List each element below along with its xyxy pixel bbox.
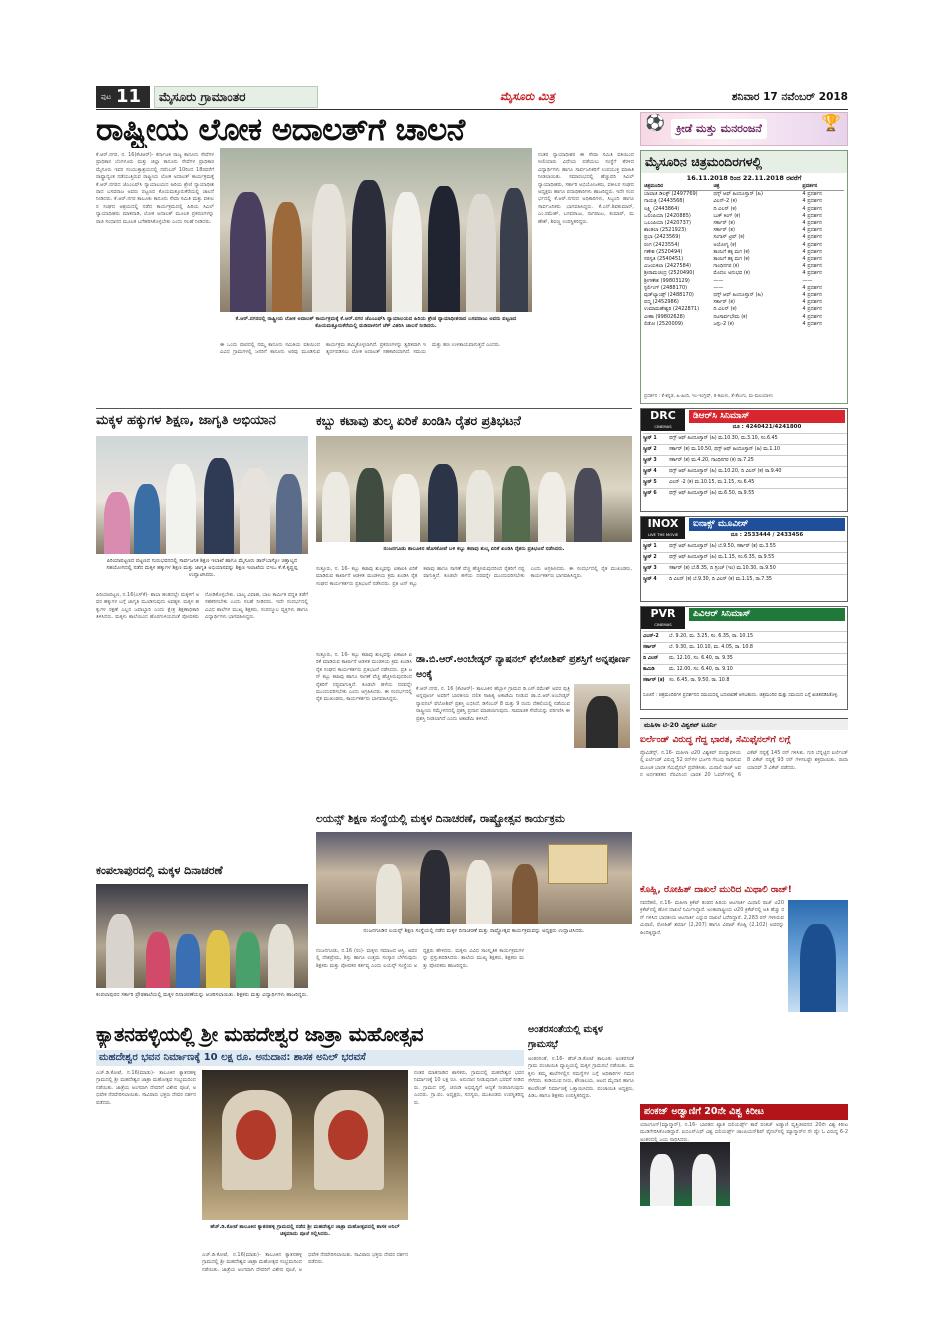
theatre-name: ವುಡ್‌ಲ್ಯಾಂಡ್ಸ್ (2488170) — [644, 292, 694, 299]
lions-body: ನಂಜನಗೂಡು, ನ.16 (ರಂ)- ಮಕ್ಕಳು ಸಮಾಜದ ಆಸ್ತಿ. ಅವರಲ್ಲಿ ದೇಶಪ್ರೇಮ, ಶಿಸ್ತು ಹಾಗೂ ಉತ್ತಮ ಸಂಸ್ಕಾರ ಬೆಳೆಸುವುದು ಶಿಕ್ಷಕರು ಮತ್ತು ಪೋಷಕರ ಕರ್ತವ್ಯ ಎಂದು ಲಯನ್ಸ್ ಸಂಸ್ಥೆಯ ಅಧ್ಯಕ್ಷರು ಹೇಳಿದರು. ಮಕ್ಕಳು ವಿವಿಧ ಸಾಂಸ್ಕೃತಿಕ ಕಾರ್ಯಕ್ರಮಗಳನ್ನು ಪ್ರಸ್ತುತಪಡಿಸಿದರು. ಶಾಲೆಯ ಮುಖ್ಯ ಶಿಕ್ಷಕರು, ಶಿಕ್ಷಕರು ಮತ್ತು ಪೋಷಕರು ಹಾಜರಿದ್ದರು. — [316, 948, 524, 969]
theatre-movie: ಸರ್ಕಾರ್ (ತ) — [713, 299, 735, 306]
theatre-row — [644, 321, 844, 328]
issue-date: ಶನಿವಾರ 17 ನವೆಂಬರ್ 2018 — [731, 91, 848, 103]
cinema-shows: ವಿಲನ್ -2 (ಕ) ಮ.10.15, ಮ.1.15, ಸಂ.6.45 — [669, 480, 755, 485]
theatre-movie: ದಿ ವಿಲನ್ (ಕ) — [713, 306, 737, 313]
theatre-header-row — [644, 183, 844, 191]
theatre-shows: 4 ಪ್ರದರ್ಶನ — [802, 270, 822, 277]
theatre-row — [644, 213, 844, 220]
theatre-row — [644, 270, 844, 277]
theatre-row — [644, 299, 844, 306]
theatre-listings — [640, 150, 848, 404]
jatra-photo — [202, 1070, 408, 1220]
theatre-name: ಶಾಂತಲಾ (2521923) — [644, 227, 687, 234]
theatre-shows: 4 ಪ್ರದರ್ಶನ — [802, 205, 822, 212]
cinema-showtime-row — [643, 541, 847, 552]
jatra-headline: ಕ್ಯಾತನಹಳ್ಳಿಯಲ್ಲಿ ಶ್ರೀ ಮಹದೇಶ್ವರ ಜಾತ್ರಾ ಮಹೋತ್ಸವ — [96, 1023, 424, 1046]
sports-icon: ⚽ — [645, 113, 665, 132]
cinema-phone: ದೂ : 4240421/4241800 — [732, 424, 802, 430]
cinema-name: ಪಿವಿಆರ್ ಸಿನಿಮಾಸ್ — [689, 608, 845, 621]
lead-body-mid: ಈ ಒಂದು ವಾರದಲ್ಲಿ ನಮ್ಮ ಕಾನೂನು ಸಮಿತಿಯ ವತಿಯಿಂದ ವಿವಿಧ ಗ್ರಾಮಗಳಲ್ಲಿ ಜನರಿಗೆ ಕಾನೂನು ಅರಿವು ಮೂಡಿಸುವ ಕಾರ್ಯಕ್ರಮ ಹಮ್ಮಿಕೊಳ್ಳಲಾಗಿದೆ. ಪ್ರಕರಣಗಳನ್ನು ತ್ವರಿತವಾಗಿ ಇತ್ಯರ್ಥಪಡಿಸಲು ಲೋಕ ಅದಾಲತ್ ಸಹಕಾರಿಯಾಗಿದೆ. ಸಮಯ ಮತ್ತು ಹಣ ಉಳಿತಾಯವಾಗುತ್ತದೆ ಎಂದರು. — [220, 342, 501, 356]
lead-photo — [220, 148, 532, 312]
cinema-showtime-row — [643, 653, 847, 664]
theatre-shows: 4 ಪ್ರದರ್ಶನ — [802, 320, 822, 327]
cinema-showtime-row — [643, 552, 847, 563]
theatre-name: ರಂಗ (2423554) — [644, 241, 680, 248]
cinema-shows: ಥಗ್ಸ್ ಆಫ್ ಹಿಂದೂಸ್ತಾನ್ (ಹಿ) ಮ.6.50, ರಾ.9.55 — [669, 491, 755, 496]
cinema-screen: ಸ್ಕ್ರೀನ್ 1 — [643, 436, 657, 441]
theatre-shows: 4 ಪ್ರದರ್ಶನ — [802, 234, 822, 241]
theatre-shows: 4 ಪ್ರದರ್ಶನ — [802, 306, 822, 313]
theatre-movie: ಗಾಂಧಿನಗರ (ಕ) — [713, 263, 740, 270]
theatre-movie: ದಿ ವಿಲನ್ (ಕ) — [713, 205, 737, 212]
theatre-name: ಉಮಾಮಹೇಶ್ವರಿ (2422871) — [644, 306, 700, 313]
theatre-shows: 4 ಪ್ರದರ್ಶನ — [802, 198, 822, 205]
theatre-movie: ಥಗ್ಸ್ ಆಫ್ ಹಿಂದೂಸ್ತಾನ್ (ಹಿ) — [713, 292, 763, 299]
cinema-showtime-row — [643, 444, 847, 455]
cinema-note: ಸೂಚನೆ : ಚಿತ್ರಮಂದಿರಗಳ ಪ್ರದರ್ಶನದ ಸಮಯದಲ್ಲಿ ಬದಲಾವಣೆ ಆಗಬಹುದು. ಚಿತ್ರಮಂದಿರ ಮತ್ತು ಸಮಯದ ಬಗ್ಗೆ ಖಚಿತಪಡಿಸಿಕೊಳ್ಳಿ. — [643, 693, 839, 698]
jatra-caption: ಹೆಚ್.ಡಿ.ಕೋಟೆ ತಾಲೂಕಿನ ಕ್ಯಾತನಹಳ್ಳಿ ಗ್ರಾಮದಲ್ಲಿ ನಡೆದ ಶ್ರೀ ಮಹದೇಶ್ವರ ಜಾತ್ರಾ ಮಹೋತ್ಸವದಲ್ಲಿ ಶಾಸಕ ಅನಿಲ್ ಚಿಕ್ಕಮಾದು ಪೂಜೆ ಸಲ್ಲಿಸಿದರು. — [210, 1224, 400, 1237]
cinema-showtime-row — [643, 631, 847, 642]
theatre-name: ಪ್ರಭಾ (2423569) — [644, 234, 681, 241]
cinema-logo — [641, 409, 685, 431]
sidebar-banner — [640, 112, 848, 146]
theatre-shows: 4 ಪ್ರದರ್ಶನ — [802, 248, 822, 255]
theatre-movie: ತಾಯಿಗೆ ತಕ್ಕ ಮಗ (ಕ) — [713, 256, 750, 263]
theatre-dates: 16.11.2018 ರಿಂದ 22.11.2018 ರವರೆಗೆ — [686, 174, 802, 182]
theatre-shows: 4 ಪ್ರದರ್ಶನ — [802, 212, 822, 219]
theatre-name: ಲಿಡೋ (2520009) — [644, 320, 683, 327]
theatre-movie: ತಾಯಿಗೆ ತಕ್ಕ ಮಗ (ಕ) — [713, 248, 750, 255]
theatre-name: ಶ್ರೀಗಣೇಶ (99803129) — [644, 277, 690, 284]
anganwadi-body: ಅಂತರಸಂತೆ, ನ.16- ಹೆಚ್.ಡಿ.ಕೋಟೆ ತಾಲೂಕು ಅಂತರಸಂತೆ ಗ್ರಾಮ ಪಂಚಾಯಿತಿ ವ್ಯಾಪ್ತಿಯಲ್ಲಿ ಮಕ್ಕಳ ಗ್ರಾಮಸಭೆ ನಡೆಯಿತು. ಮಕ್ಕಳು ತಮ್ಮ ಶಾಲೆಗಳಲ್ಲಿನ ಸಮಸ್ಯೆಗಳ ಬಗ್ಗೆ ಅಧಿಕಾರಿಗಳ ಗಮನ ಸೆಳೆದರು. ಕುಡಿಯುವ ನೀರು, ಶೌಚಾಲಯ, ಆಟದ ಮೈದಾನ ಹಾಗೂ ಕಾಂಪೌಂಡ್ ನಿರ್ಮಾಣಕ್ಕೆ ಒತ್ತಾಯಿಸಿದರು. ಪಂಚಾಯಿತಿ ಅಧ್ಯಕ್ಷರು, ಪಿಡಿಒ ಹಾಗೂ ಶಿಕ್ಷಕರು ಉಪಸ್ಥಿತರಿದ್ದರು. — [528, 1056, 634, 1100]
section-label: ಮೈಸೂರು ಗ್ರಾಮಾಂತರ — [154, 86, 318, 108]
theatre-col-header: ಪ್ರದರ್ಶನ — [802, 183, 818, 189]
ambedkar-headline: ಡಾ.ಬಿ.ಆರ್.ಅಂಬೇಡ್ಕರ್ ನ್ಯಾಷನಲ್ ಫೆಲೋಶಿಪ್ ಪ್ರಶಸ್ತಿಗೆ ಅನ್ನಪೂರ್ಣ ಅಂಕೈ — [416, 654, 631, 680]
children-rights-body: ಪಿರಿಯಾಪಟ್ಟಣ, ನ.16(ಎಸ್‌ಕೆ)- ಶಾಲಾ ಹಂತದಲ್ಲೇ ಮಕ್ಕಳಿಗೆ ಅವರ ಹಕ್ಕುಗಳ ಬಗ್ಗೆ ಜಾಗೃತಿ ಮೂಡಿಸುವುದು ಅವಶ್ಯಕ. ಮಕ್ಕಳ ಹಕ್ಕುಗಳ ರಕ್ಷಣೆ ಎಲ್ಲರ ಜವಾಬ್ದಾರಿ ಎಂದು ಕ್ಷೇತ್ರ ಶಿಕ್ಷಣಾಧಿಕಾರಿ ತಿಳಿಸಿದರು. ಮಕ್ಕಳು ಶಾಲೆಯಿಂದ ಹೊರಗುಳಿಯದಂತೆ ಪೋಷಕರು ನೋಡಿಕೊಳ್ಳಬೇಕು. ಬಾಲ್ಯ ವಿವಾಹ, ಬಾಲ ಕಾರ್ಮಿಕ ಪದ್ಧತಿ ತಡೆಗೆ ಸಹಕರಿಸಬೇಕು ಎಂದು ಸಲಹೆ ನೀಡಿದರು. ಇದೇ ಸಂದರ್ಭದಲ್ಲಿ ವಿವಿಧ ಶಾಲೆಗಳ ಮುಖ್ಯ ಶಿಕ್ಷಕರು, ಸಂಪನ್ಮೂಲ ವ್ಯಕ್ತಿಗಳು ಹಾಗೂ ವಿದ್ಯಾರ್ಥಿಗಳು ಭಾಗವಹಿಸಿದ್ದರು. — [96, 592, 308, 621]
cinema-screen: ಸ್ಕ್ರೀನ್ 4 — [643, 469, 657, 474]
cinema-screen: ಸರ್ಕಾರ್ — [643, 645, 656, 650]
theatre-row — [644, 285, 844, 292]
cinema-shows: ಥಗ್ಸ್ ಆಫ್ ಹಿಂದೂಸ್ತಾನ್ (ಹಿ) ಮ.10.20, ದಿ ವಿಲನ್ (ಕ) ರಾ.9.40 — [669, 469, 782, 474]
sports-headline-2: ಕೊಹ್ಲಿ, ರೋಹಿತ್ ದಾಖಲೆ ಮುರಿದ ಮಿಥಾಲಿ ರಾಜ್! — [640, 885, 792, 895]
lions-caption: ನಂಜನಗೂಡಿನ ಲಯನ್ಸ್ ಶಿಕ್ಷಣ ಸಂಸ್ಥೆಯಲ್ಲಿ ನಡೆದ ಮಕ್ಕಳ ದಿನಾಚರಣೆ ಮತ್ತು ರಾಷ್ಟ್ರೋತ್ಸವ ಕಾರ್ಯಕ್ರಮವನ್ನು ಅಧ್ಯಕ್ಷರು ಉದ್ಘಾಟಿಸಿದರು. — [363, 928, 585, 934]
sports-headline-1: ಐರ್ಲೆಂಡ್ ವಿರುದ್ಧ ಗೆದ್ದ ಭಾರತ, ಸೆಮಿಫೈನಲ್‌ಗೆ ಲಗ್ಗೆ — [640, 735, 791, 745]
theatre-shows: 4 ಪ್ರದರ್ಶನ — [802, 299, 822, 306]
cinema-shows: ಥಗ್ಸ್ ಆಫ್ ಹಿಂದೂಸ್ತಾನ್ (ಹಿ) ಬೆ.9.50, ಸರ್ಕಾರ್ (ತ) ಮ.3.55 — [669, 544, 776, 549]
cinema-screen: ಸರ್ಕಾರ್ (ತ) — [643, 678, 665, 683]
theatre-name: ವಿಜಯಕಲಾ (2427584) — [644, 263, 691, 270]
paper-logo: ಮೈಸೂರು ಮಿತ್ರ — [500, 90, 555, 103]
jatra-body-left: ಎಚ್.ಡಿ.ಕೋಟೆ, ನ.16(ಮಾಡು)- ತಾಲೂಕಿನ ಕ್ಯಾತನಹಳ್ಳಿ ಗ್ರಾಮದಲ್ಲಿ ಶ್ರೀ ಮಹದೇಶ್ವರ ಜಾತ್ರಾ ಮಹೋತ್ಸವ ಸಂಭ್ರಮದಿಂದ ನಡೆಯಿತು. ಜಾತ್ರೆಯ ಅಂಗವಾಗಿ ದೇವರಿಗೆ ವಿಶೇಷ ಪೂಜೆ, ಅಭಿಷೇಕ ನೆರವೇರಿಸಲಾಯಿತು. ಸಾವಿರಾರು ಭಕ್ತರು ದೇವರ ದರ್ಶನ ಪಡೆದರು. — [96, 1070, 196, 1106]
cinema-name: ಡಿಆರ್‌ಸಿ ಸಿನಿಮಾಸ್ — [689, 410, 845, 423]
theatre-title: ಮೈಸೂರಿನ ಚಿತ್ರಮಂದಿರಗಳಲ್ಲಿ — [641, 151, 847, 173]
theatre-row — [644, 256, 844, 263]
jatra-body-right: ನಂತರ ಮಾತನಾಡಿದ ಶಾಸಕರು, ಗ್ರಾಮದಲ್ಲಿ ಮಹದೇಶ್ವರ ಭವನ ನಿರ್ಮಾಣಕ್ಕೆ 10 ಲಕ್ಷ ರೂ. ಅನುದಾನ ನೀಡುವುದಾಗಿ ಭರವಸೆ ನೀಡಿದರು. ಗ್ರಾಮದ ರಸ್ತೆ, ಚರಂಡಿ ಅಭಿವೃದ್ಧಿಗೆ ಆದ್ಯತೆ ನೀಡಲಾಗುವುದು ಎಂದರು. ಗ್ರಾ.ಪಂ. ಅಧ್ಯಕ್ಷರು, ಸದಸ್ಯರು, ಮುಖಂಡರು ಉಪಸ್ಥಿತರಿದ್ದರು. — [414, 1070, 524, 1106]
cinema-screen: ಸ್ಕ್ರೀನ್ 3 — [643, 566, 657, 571]
cinema-screen: ಸ್ಕ್ರೀನ್ 5 — [643, 480, 657, 485]
trophy-icon: 🏆 — [821, 113, 841, 132]
theatre-table — [641, 183, 847, 328]
theatre-row — [644, 242, 844, 249]
cinema-screen: ಸ್ಕ್ರೀನ್ 6 — [643, 491, 657, 496]
theatre-shows: 4 ಪ್ರದರ್ಶನ — [802, 263, 822, 270]
theatre-movie: ಸಂಗಾಸ್ ಟ್ರಿಪ್ (ಕ) — [713, 234, 745, 241]
cinema-showtime-row — [643, 574, 847, 585]
cinema-screen: ಸ್ಕ್ರೀನ್ 4 — [643, 577, 657, 582]
theatre-movie: ಜಗ್ಗು-2 (ಕ) — [713, 320, 734, 327]
cinema-shows: ಬೆ. 9.20, ಮ. 3.25, ಸಂ. 6.35, ರಾ. 10.15 — [669, 634, 754, 639]
cinema-shows: ಸರ್ಕಾರ್ (ತ) ಬೆ.8.35, ದಿ ಗ್ರಿಂಚ್ (ಇಂ) ಮ.10.30, ರಾ.9.50 — [669, 566, 776, 571]
jatra-subhead: ಮಹದೇಶ್ವರ ಭವನ ನಿರ್ಮಾಣಕ್ಕೆ 10 ಲಕ್ಷ ರೂ. ಅನುದಾನ: ಶಾಸಕ ಅನಿಲ್ ಭರವಸೆ — [96, 1050, 524, 1066]
cinema-phone: ದೂ : 2533444 / 2433456 — [730, 532, 804, 538]
theatre-row — [644, 292, 844, 299]
sports-body-2: ನವದೆಹಲಿ, ನ.16- ಮಹಿಳಾ ಕ್ರಿಕೆಟ್ ತಂಡದ ಹಿರಿಯ ಆಟಗಾರ್ತಿ ಮಿಥಾಲಿ ರಾಜ್ ಟಿ20 ಕ್ರಿಕೆಟ್‌ನಲ್ಲಿ ಹೊಸ ದಾಖಲೆ ನಿರ್ಮಿಸಿದ್ದಾರೆ. ಅಂತಾರಾಷ್ಟ್ರೀಯ ಟಿ20 ಕ್ರಿಕೆಟ್‌ನಲ್ಲಿ ಅತಿ ಹೆಚ್ಚು ರನ್ ಗಳಿಸಿದ ಭಾರತೀಯ ಆಟಗಾರ್ತಿ ಎನ್ನುವ ದಾಖಲೆ ಬರೆದಿದ್ದಾರೆ. 2,283 ರನ್ ಗಳಿಸಿರುವ ಮಿಥಾಲಿ, ರೋಹಿತ್ ಶರ್ಮಾ (2,207) ಹಾಗೂ ವಿರಾಟ್ ಕೊಹ್ಲಿ (2,102) ಅವರನ್ನು ಹಿಂದಿಕ್ಕಿದ್ದಾರೆ. — [640, 900, 784, 936]
lead-body-left: ಕೆ.ಆರ್.ನಗರ, ನ. 16(ಕೆಟಿಆರ್)- ಕರ್ನಾಟಕ ರಾಜ್ಯ ಕಾನೂನು ಸೇವೆಗಳ ಪ್ರಾಧಿಕಾರ ಬೆಂಗಳೂರು ಮತ್ತು ಜಿಲ್ಲಾ ಕಾನೂನು ಸೇವೆಗಳ ಪ್ರಾಧಿಕಾರ ಮೈಸೂರು ಇವರ ಸಂಯುಕ್ತಾಶ್ರಯದಲ್ಲಿ ನವೆಂಬರ್ 10ರಿಂದ 18ರವರೆಗೆ ರಾಷ್ಟ್ರಾದ್ಯಂತ ನಡೆಯುತ್ತಿರುವ ರಾಷ್ಟ್ರೀಯ ಲೋಕ ಅದಾಲತ್ ಕಾರ್ಯಕ್ರಮಕ್ಕೆ ಕೆ.ಆರ್.ನಗರದ ಜೆಎಂಎಫ್‌ಸಿ ನ್ಯಾಯಾಲಯದ ಹಿರಿಯ ಶ್ರೇಣಿ ನ್ಯಾಯಾಧೀಶರಾದ ಬಸವರಾಜ ಅವರು ಪಟ್ಟಣದ ಕೊಯಮತ್ತೂರುಕೆರೆಯಲ್ಲಿ ಚಾಲನೆ ನೀಡಿದರು. ಕೆ.ಆರ್.ನಗರ ತಾಲೂಕು ಕಾನೂನು ಸೇವಾ ಸಮಿತಿ ಮತ್ತು ವಕೀಲರ ಸಂಘದ ಆಶ್ರಯದಲ್ಲಿ ನಡೆದ ಕಾರ್ಯಕ್ರಮದಲ್ಲಿ ಹಿರಿಯ ಸಿವಿಲ್ ನ್ಯಾಯಾಧೀಶರು ಮಾತನಾಡಿ, ಲೋಕ ಅದಾಲತ್ ಮೂಲಕ ಪ್ರಕರಣಗಳನ್ನು ರಾಜಿ ಸಂಧಾನದ ಮೂಲಕ ಬಗೆಹರಿಸಿಕೊಳ್ಳಬೇಕು ಎಂದು ಸಲಹೆ ನೀಡಿದರು. — [96, 152, 214, 225]
section-rule — [96, 408, 632, 409]
theatre-row — [644, 249, 844, 256]
cinema-showtime-row — [643, 455, 847, 466]
cinema-screen: ಸ್ಕ್ರೀನ್ 1 — [643, 544, 657, 549]
theatre-row — [644, 263, 844, 270]
cinema-logo-text: DRC — [650, 409, 676, 422]
lions-photo — [316, 832, 632, 924]
cinema-box — [640, 516, 848, 602]
jatra-body-bottom: ಎಚ್.ಡಿ.ಕೋಟೆ, ನ.16(ಮಾಡು)- ತಾಲೂಕಿನ ಕ್ಯಾತನಹಳ್ಳಿ ಗ್ರಾಮದಲ್ಲಿ ಶ್ರೀ ಮಹದೇಶ್ವರ ಜಾತ್ರಾ ಮಹೋತ್ಸವ ಸಂಭ್ರಮದಿಂದ ನಡೆಯಿತು. ಜಾತ್ರೆಯ ಅಂಗವಾಗಿ ದೇವರಿಗೆ ವಿಶೇಷ ಪೂಜೆ, ಅಭಿಷೇಕ ನೆರವೇರಿಸಲಾಯಿತು. ಸಾವಿರಾರು ಭಕ್ತರು ದೇವರ ದರ್ಶನ ಪಡೆದರು. — [202, 1252, 408, 1273]
cinema-showtime-row — [643, 477, 847, 488]
cinema-logo-sub: LIVE THE MOVIE — [647, 532, 679, 537]
theatre-movie: ಬುಕ್ ಕಿಂಗ್ (ಕ) — [713, 212, 741, 219]
lead-body-right: ನಂತರ ನ್ಯಾಯಾಧೀಶರ ಈ ಸೇವಾ ಸಮಿತಿ ವತಿಯಿಂದ ಸೀಲಿಯಾರು ವಿಧೇಯ ಪಡೆಯಲು ಸಂಸ್ಥೆಗೆ ತೆರಳಿದ ವಿದ್ಯಾರ್ಥಿಗಳು ಹಾಗೂ ಸಾರ್ವಜನಿಕರಿಗೆ ಉಪಯುಕ್ತ ಮಾಹಿತಿ ನೀಡಲಾಯಿತು. ಸಮಾರಂಭದಲ್ಲಿ ಹೆಚ್ಚುವರಿ ಸಿವಿಲ್ ನ್ಯಾಯಾಧೀಶರು, ಸರ್ಕಾರಿ ಅಭಿಯೋಜಕರು, ವಕೀಲರ ಸಂಘದ ಅಧ್ಯಕ್ಷರು ಹಾಗೂ ಪದಾಧಿಕಾರಿಗಳು ಹಾಜರಿದ್ದರು. ಇದೇ ಸಂದರ್ಭದಲ್ಲಿ ಕೆ.ಆರ್.ನಗರದ ಅಧಿಕಾರಿಗಳು, ಸಿಬ್ಬಂದಿ ಹಾಗೂ ಸಾರ್ವಜನಿಕರು ಭಾಗವಹಿಸಿದ್ದರು. ಕೆ.ಎನ್.ಶಿವಕುಮಾರ್, ಎಂ.ರಮೇಶ್, ಬಸವರಾಜು, ನಾಗರಾಜು, ಕುಮಾರ್, ಮಹೇಶ್, ಶಿವಣ್ಣ ಉಪಸ್ಥಿತರಿದ್ದರು. — [538, 152, 634, 225]
cinema-shows: ಸರ್ಕಾರ್ (ತ) ಮ.10.50, ಥಗ್ಸ್ ಆಫ್ ಹಿಂದೂಸ್ತಾನ್ (ಹಿ) ಮ.1.10 — [669, 447, 781, 452]
theatre-col-header: ಚಿತ್ರಮಂದಿರ — [644, 183, 664, 189]
theatre-shows: 4 ಪ್ರದರ್ಶನ — [802, 227, 822, 234]
theatre-name: ಒಲಂಪಿಯಾ (2420737) — [644, 220, 691, 227]
cinema-name: ಐನಾಕ್ಸ್ ಮೂವೀಸ್ — [689, 518, 845, 531]
cinema-showtime-row — [643, 466, 847, 477]
cinema-shows: ಸರ್ಕಾರ್ (ತ) ಮ.4.20, ಗಾಂಧಿನಗರ (ಕ) ರಾ.7.25 — [669, 458, 754, 463]
theatre-row — [644, 220, 844, 227]
theatre-movie: ಸರ್ಕಾರ್ (ತ) — [713, 227, 735, 234]
lead-headline: ರಾಷ್ಟ್ರೀಯ ಲೋಕ ಅದಾಲತ್‌ಗೆ ಚಾಲನೆ — [96, 112, 465, 148]
theatre-col-header: ಚಿತ್ರ — [713, 183, 720, 189]
theatre-movie: ಸರ್ಕಾರ್ (ತ) — [713, 220, 735, 227]
cinema-logo-text: PVR — [650, 607, 676, 620]
farmers-body-cont: ಸುತ್ತೂರು, ನ. 16- ಕಬ್ಬು ಕಟಾವು ಶುಲ್ಕವನ್ನು ಏಕಾಏಕಿ ಏರಿಕೆ ಮಾಡಿರುವ ಕಾರ್ಖಾನೆ ಆಡಳಿತ ಮಂಡಳಿಯ ಕ್ರಮ ಖಂಡಿಸಿ ರೈತ ಸಂಘದ ಕಾರ್ಯಕರ್ತರು ಪ್ರತಿಭಟನೆ ನಡೆಸಿದರು. ಪ್ರತಿ ಟನ್ ಕಬ್ಬು ಕಟಾವು ಹಾಗೂ ಸಾಗಣೆ ವೆಚ್ಚ ಹೆಚ್ಚಿಸಿರುವುದರಿಂದ ರೈತರಿಗೆ ನಷ್ಟವಾಗುತ್ತಿದೆ. ಕೂಡಲೇ ಹಳೆಯ ದರವನ್ನೇ ಮುಂದುವರಿಸಬೇಕು ಎಂದು ಆಗ್ರಹಿಸಿದರು. ಈ ಸಂದರ್ಭದಲ್ಲಿ ರೈತ ಮುಖಂಡರು, ಕಾರ್ಯಕರ್ತರು ಭಾಗವಹಿಸಿದ್ದರು. — [316, 652, 412, 703]
theatre-shows: —— — [802, 277, 813, 284]
theatre-shows: 4 ಪ್ರದರ್ಶನ — [802, 191, 822, 198]
sports-body-3: ಯಾಂಗೂನ್(ಮ್ಯಾನ್ಮಾರ್), ನ.16- ಭಾರತದ ಖ್ಯಾತ ಬಿಲಿಯರ್ಡ್ಸ್ ತಾರೆ ಪಂಕಜ್ ಅಡ್ವಾಣಿ ವೃತ್ತಿಜೀವನದ 20ನೇ ವಿಶ್ವ ಕಿರೀಟ ಮುಡಿಗೇರಿಸಿಕೊಂಡಿದ್ದಾರೆ. ಐಬಿಎಸ್‌ಎಫ್ ವಿಶ್ವ ಬಿಲಿಯರ್ಡ್ಸ್ ಚಾಂಪಿಯನ್‌ಶಿಪ್ ಫೈನಲ್‌ನಲ್ಲಿ ಮ್ಯಾನ್ಮಾರ್‌ನ ನೇ ಥ್ವೇ ಓ ವಿರುದ್ಧ 6-2 ಅಂತರದಲ್ಲಿ ಜಯ ಸಾಧಿಸಿದರು. — [640, 1122, 848, 1143]
theatre-name: ಸರಸ್ವತಿ (2540451) — [644, 256, 684, 263]
cinema-shows: ದಿ ವಿಲನ್ (ಕ) ಬೆ.9.30, ದಿ ವಿಲನ್ (ಕ) ಮ.1.15, ರಾ.7.35 — [669, 577, 772, 582]
children-rights-photo — [96, 436, 308, 554]
cinema-shows: ಥಗ್ಸ್ ಆಫ್ ಹಿಂದೂಸ್ತಾನ್ (ಹಿ) ಮ.1.15, ಸಂ.6.35, ರಾ.9.55 — [669, 555, 775, 560]
cinema-logo-text: INOX — [647, 517, 679, 530]
anganwadi-headline: ಅಂತರಸಂತೆಯಲ್ಲಿ ಮಕ್ಕಳ ಗ್ರಾಮಸಭೆ — [528, 1024, 603, 1050]
cinema-logo-sub: CINEMAS — [654, 622, 672, 627]
theatre-row — [644, 278, 844, 285]
theatre-shows: 4 ಪ್ರದರ್ಶನ — [802, 313, 822, 320]
theatre-movie: ನಟಸಾರ್ವಭೌಮ (ಕ) — [713, 313, 748, 320]
theatre-movie: ಮೊದಲ ಅನುಭವ (ಕ) — [713, 270, 751, 277]
cinema-logo-sub: CINEMAS — [654, 424, 672, 429]
cinema-showtime-row — [643, 664, 847, 675]
cinema-screen: ವಿಲನ್-2 — [643, 634, 659, 639]
theatre-name: ವೀಣಾ (99802628) — [644, 313, 685, 320]
theatre-name: ಒಲಿಂಪಿಯಾ (2420885) — [644, 212, 691, 219]
cinema-shows: ಬೆ. 9.30, ಮ. 10.10, ಮ. 4.05, ರಾ. 10.8 — [669, 645, 753, 650]
theatre-movie: ವಿಲನ್-2 (ಕ) — [713, 198, 737, 205]
theatre-row — [644, 227, 844, 234]
sports-headline-3: ಪಂಕಜ್ ಅಡ್ವಾಣಿಗೆ 20ನೇ ವಿಶ್ವ ಕಿರೀಟ — [640, 1104, 848, 1120]
cinema-showtime-row — [643, 433, 847, 444]
cinema-logo — [641, 607, 685, 629]
theatre-movie: ಥಗ್ಸ್ ಆಫ್ ಹಿಂದೂಸ್ತಾನ್ (ಹಿ) — [713, 191, 763, 198]
theatre-name: ಬಾಲಾಜಿ ಡಿಲಕ್ಸ್ (2497769) — [644, 191, 698, 198]
children-rights-headline: ಮಕ್ಕಳ ಹಕ್ಕುಗಳ ಶಿಕ್ಷಣ, ಜಾಗೃತಿ ಅಭಿಯಾನ — [96, 413, 276, 428]
lions-headline: ಲಯನ್ಸ್ ಶಿಕ್ಷಣ ಸಂಸ್ಥೆಯಲ್ಲಿ ಮಕ್ಕಳ ದಿನಾಚರಣೆ, ರಾಷ್ಟ್ರೋತ್ಸವ ಕಾರ್ಯಕ್ರಮ — [316, 813, 565, 825]
newspaper-page — [96, 86, 848, 1316]
cinema-showtime-row — [643, 563, 847, 574]
page-number: 11 — [116, 86, 150, 108]
mithali-photo — [788, 900, 848, 1012]
ambedkar-body: ಕೆ.ಆರ್.ನಗರ, ನ. 16 (ಕೆಟಿಆರ್)- ತಾಲೂಕಿನ ಹೆಬ್ಬಾಳ ಗ್ರಾಮದ ಡಿ.ಎಸ್.ರಮೇಶ್ ಅವರ ಪುತ್ರಿ ಅನ್ನಪೂರ್ಣ ಅವರಿಗೆ ಭಾರತೀಯ ದಲಿತ ಸಾಹಿತ್ಯ ಅಕಾಡೆಮಿ ನೀಡುವ ಡಾ.ಬಿ.ಆರ್.ಅಂಬೇಡ್ಕರ್ ನ್ಯಾಷನಲ್ ಫೆಲೋಶಿಪ್ ಪ್ರಶಸ್ತಿ ಲಭಿಸಿದೆ. ಡಿಸೆಂಬರ್ 8 ಮತ್ತು 9 ರಂದು ದೆಹಲಿಯಲ್ಲಿ ನಡೆಯುವ ರಾಷ್ಟ್ರೀಯ ಸಮ್ಮೇಳನದಲ್ಲಿ ಪ್ರಶಸ್ತಿ ಪ್ರದಾನ ಮಾಡಲಾಗುವುದು. ಸಾಮಾಜಿಕ ಸೇವೆಯನ್ನು ಪರಿಗಣಿಸಿ ಈ ಪ್ರಶಸ್ತಿ ನೀಡಲಾಗಿದೆ ಎಂದು ಅಕಾಡೆಮಿ ತಿಳಿಸಿದೆ. — [416, 686, 570, 722]
farmers-photo — [316, 436, 632, 542]
ambedkar-portrait — [574, 684, 630, 748]
cinema-shows: ಮ. 12.00, ಸಂ. 6.40, ರಾ. 9.10 — [669, 667, 733, 672]
theatre-movie: ಅಯೋಗ್ಯ (ಕ) — [713, 241, 737, 248]
theatre-movie: —— — [713, 277, 724, 284]
theatre-shows: 4 ಪ್ರದರ್ಶನ — [802, 241, 822, 248]
theatre-row — [644, 306, 844, 313]
kampalapura-headline: ಕಂಪಲಾಪುರದಲ್ಲಿ ಮಕ್ಕಳ ದಿನಾಚರಣೆ — [96, 864, 223, 877]
theatre-name: ಸ್ಟರ್ಲಿಂಗ್ (2488170) — [644, 284, 688, 291]
farmers-caption: ನಂಜನಗೂಡು ತಾಲೂಕಿನ ಹೊಸಕೋಟೆ ಬಳಿ ಕಬ್ಬು ಕಟಾವು ಶುಲ್ಕ ಏರಿಕೆ ಖಂಡಿಸಿ ರೈತರು ಪ್ರತಿಭಟನೆ ನಡೆಸಿದರು. — [383, 546, 565, 552]
farmers-headline: ಕಬ್ಬು ಕಟಾವು ತುಲ್ಕ ಏರಿಕೆ ಖಂಡಿಸಿ ರೈತರ ಪ್ರತಿಭಟನೆ — [316, 413, 521, 428]
sports-kicker — [640, 718, 848, 730]
theatre-name: ಗಣೇಶ (2520494) — [644, 248, 683, 255]
children-rights-caption: ಪಿರಿಯಾಪಟ್ಟಣದ ಪಟ್ಟಣದ ಗುರುಭವನದಲ್ಲಿ ಸಾರ್ವಜನಿಕ ಶಿಕ್ಷಣ ಇಲಾಖೆ ಹಾಗೂ ಮೈಸೂರು ಡಾನ್‌ಬಾಸ್ಕೋ ಚಿತ್ತಾಲ್ಯದ ಸಹಯೋಗದಲ್ಲಿ ನಡೆದ ಮಕ್ಕಳ ಹಕ್ಕುಗಳ ಶಿಕ್ಷಣ ಮತ್ತು ಜಾಗೃತಿ ಅಭಿಯಾನವನ್ನು ಶಿಕ್ಷಣ ಇಲಾಖೆಯ ಬಿಇಒ ಕೆ.ಕೆ.ಕೃಷ್ಣಪ್ಪ ಉದ್ಘಾಟಿಸಿದರು. — [106, 558, 298, 578]
farmers-body: ಸುತ್ತೂರು, ನ. 16- ಕಬ್ಬು ಕಟಾವು ಶುಲ್ಕವನ್ನು ಏಕಾಏಕಿ ಏರಿಕೆ ಮಾಡಿರುವ ಕಾರ್ಖಾನೆ ಆಡಳಿತ ಮಂಡಳಿಯ ಕ್ರಮ ಖಂಡಿಸಿ ರೈತ ಸಂಘದ ಕಾರ್ಯಕರ್ತರು ಪ್ರತಿಭಟನೆ ನಡೆಸಿದರು. ಪ್ರತಿ ಟನ್ ಕಬ್ಬು ಕಟಾವು ಹಾಗೂ ಸಾಗಣೆ ವೆಚ್ಚ ಹೆಚ್ಚಿಸಿರುವುದರಿಂದ ರೈತರಿಗೆ ನಷ್ಟವಾಗುತ್ತಿದೆ. ಕೂಡಲೇ ಹಳೆಯ ದರವನ್ನೇ ಮುಂದುವರಿಸಬೇಕು ಎಂದು ಆಗ್ರಹಿಸಿದರು. ಈ ಸಂದರ್ಭದಲ್ಲಿ ರೈತ ಮುಖಂಡರು, ಕಾರ್ಯಕರ್ತರು ಭಾಗವಹಿಸಿದ್ದರು. — [316, 566, 632, 587]
cinema-phone — [689, 621, 845, 629]
theatre-movie: —— — [713, 284, 724, 291]
cinema-logo — [641, 517, 685, 539]
theatre-row — [644, 206, 844, 213]
theatre-name: ಪದ್ಮ (2452986) — [644, 299, 679, 306]
masthead-rule — [96, 109, 848, 110]
theatre-note: ಪ್ರದರ್ಶನ : ಕೆ-ಕನ್ನಡ, ಹಿ-ಹಿಂದಿ, ಇಂ-ಇಂಗ್ಲಿಷ್, ತ-ತಮಿಳು, ತೆ-ತೆಲುಗು, ಮ-ಮಲಯಾಳಂ — [644, 394, 773, 399]
cinema-screen: ದಿ ವಿಲನ್ — [643, 656, 659, 661]
theatre-row — [644, 234, 844, 241]
cinema-screen: ಸ್ಕ್ರೀನ್ 2 — [643, 447, 657, 452]
theatre-name: ಶ್ರೀರಾಮಚಂದ್ರ (2520490) — [644, 270, 695, 277]
theatre-row — [644, 191, 844, 198]
cinema-screen: ಕಾಮಿಡಿ — [643, 667, 655, 672]
page-number-label: ಪುಟ — [96, 86, 116, 108]
sidebar-banner-title: ಕ್ರೀಡೆ ಮತ್ತು ಮನರಂಜನೆ — [671, 119, 767, 139]
cinema-shows: ಥಗ್ಸ್ ಆಫ್ ಹಿಂದೂಸ್ತಾನ್ (ಹಿ) ಮ.10.30, ಮ.3.10, ಸಂ.6.45 — [669, 436, 778, 441]
kampalapura-caption: ಕಂಪಲಾಪುರದ ಸರ್ಕಾರಿ ಪ್ರೌಢಶಾಲೆಯಲ್ಲಿ ಮಕ್ಕಳ ದಿನಾಚರಣೆಯನ್ನು ಆಚರಿಸಲಾಯಿತು. ಶಿಕ್ಷಕರು ಮತ್ತು ವಿದ್ಯಾರ್ಥಿಗಳು ಹಾಜರಿದ್ದರು. — [96, 992, 308, 998]
cinema-screen: ಸ್ಕ್ರೀನ್ 2 — [643, 555, 657, 560]
cinema-box — [640, 606, 848, 710]
cinema-screen: ಸ್ಕ್ರೀನ್ 3 — [643, 458, 657, 463]
cinema-shows: ಮ. 12.10, ಸಂ. 6.40, ರಾ. 9.35 — [669, 656, 733, 661]
cinema-shows: ಸಂ. 6.45, ರಾ. 9.50, ರಾ. 10.8 — [669, 678, 730, 683]
kampalapura-photo — [96, 884, 308, 988]
theatre-name: ಗಾಯತ್ರಿ (2443568) — [644, 198, 685, 205]
theatre-row — [644, 314, 844, 321]
lead-photo-caption: ಕೆ.ಆರ್.ನಗರದಲ್ಲಿ ರಾಷ್ಟ್ರೀಯ ಲೋಕ ಅದಾಲತ್ ಕಾರ್ಯಕ್ರಮಕ್ಕೆ ಕೆ.ಆರ್.ನಗರ ಜೆಎಂಎಫ್‌ಸಿ ನ್ಯಾಯಾಲಯದ ಹಿರಿಯ ಶ್ರೇಣಿ ನ್ಯಾಯಾಧೀಶರಾದ ಬಸವರಾಜು ಅವರು ಪಟ್ಟಣದ ಕೊಯಮತ್ತೂರುಕೆರೆಯಲ್ಲಿ ಮಡಿವಾಳರಿಗೆ ಚೆಕ್ ವಿತರಿಸಿ ಚಾಲನೆ ನೀಡಿದರು. — [235, 316, 517, 329]
theatre-shows: 4 ಪ್ರದರ್ಶನ — [802, 284, 822, 291]
theatre-shows: 4 ಪ್ರದರ್ಶನ — [802, 220, 822, 227]
cinema-showtime-row — [643, 642, 847, 653]
cinema-showtime-row — [643, 488, 847, 499]
theatre-shows: 4 ಪ್ರದರ್ಶನ — [802, 256, 822, 263]
sports-kicker-text: ಮಹಿಳಾ ಟಿ-20 ವಿಶ್ವಕಪ್ ಟೂರ್ನಿ — [644, 721, 717, 729]
theatre-shows: 4 ಪ್ರದರ್ಶನ — [802, 292, 822, 299]
sports-body-1: ಪ್ರೊವಿಡೆನ್ಸ್, ನ.16- ಮಹಿಳಾ ಟಿ20 ವಿಶ್ವಕಪ್ ಪಂದ್ಯಾವಳಿಯಲ್ಲಿ ಐರ್ಲೆಂಡ್ ವಿರುದ್ಧ 52 ರನ್‌ಗಳ ಭರ್ಜರಿ ಗೆಲುವು ಸಾಧಿಸುವ ಮೂಲಕ ಭಾರತ ಸೆಮಿಫೈನಲ್ ಪ್ರವೇಶಿಸಿತು. ಮಿಥಾಲಿ ರಾಜ್ ಅವರ ಅರ್ಧಶತಕದ ನೆರವಿನಿಂದ ಭಾರತ 20 ಓವರ್‌ಗಳಲ್ಲಿ 6 ವಿಕೆಟ್ ನಷ್ಟಕ್ಕೆ 145 ರನ್ ಗಳಿಸಿತು. ಗುರಿ ಬೆನ್ನಟ್ಟಿದ ಐರ್ಲೆಂಡ್ 8 ವಿಕೆಟ್ ನಷ್ಟಕ್ಕೆ 93 ರನ್ ಗಳಿಸಲಷ್ಟೇ ಶಕ್ತವಾಯಿತು. ರಾಧಾ ಯಾದವ್ 3 ವಿಕೆಟ್ ಪಡೆದರು. — [640, 750, 848, 779]
cinema-showtime-row — [643, 675, 847, 686]
theatre-name: ಲಕ್ಷ್ಮಿ (2443864) — [644, 205, 680, 212]
cinema-box — [640, 408, 848, 512]
theatre-row — [644, 198, 844, 205]
